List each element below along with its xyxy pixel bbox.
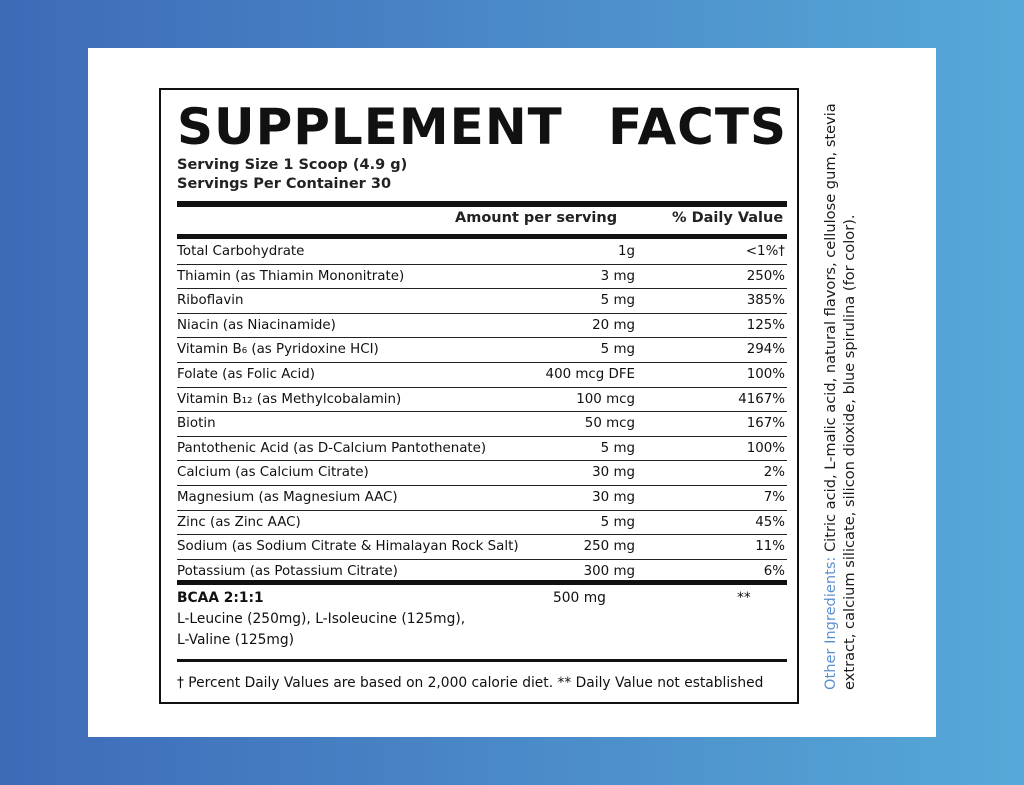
table-row	[177, 240, 787, 265]
title-facts: FACTS	[608, 98, 787, 156]
table-row	[177, 363, 787, 388]
nutrient-name: Calcium (as Calcium Citrate)	[177, 465, 369, 481]
bcaa-detail-line2: L-Valine (125mg)	[177, 632, 295, 648]
table-row	[177, 314, 787, 339]
divider-thick-footnote	[177, 659, 787, 662]
nutrient-amount: 30 mg	[592, 465, 635, 481]
footnote: † Percent Daily Values are based on 2,000 calorie diet. ** Daily Value not established	[177, 675, 764, 691]
bcaa-title: BCAA 2:1:1	[177, 590, 264, 606]
table-row	[177, 388, 787, 413]
nutrient-table	[177, 240, 787, 584]
nutrient-name: Folate (as Folic Acid)	[177, 366, 315, 382]
table-row	[177, 437, 787, 462]
divider-thick-bcaa	[177, 580, 787, 585]
nutrient-name: Total Carbohydrate	[177, 244, 305, 259]
title-supplement: SUPPLEMENT	[177, 98, 563, 156]
table-row	[177, 412, 787, 437]
nutrient-amount: 100 mcg	[576, 391, 635, 407]
nutrient-name: Magnesium (as Magnesium AAC)	[177, 489, 398, 505]
nutrient-name: Riboflavin	[177, 293, 244, 309]
nutrient-name: Vitamin B₆ (as Pyridoxine HCI)	[177, 342, 379, 358]
bcaa-amount: 500 mg	[553, 590, 606, 606]
nutrient-amount: 300 mg	[583, 563, 635, 579]
nutrient-daily-value: 6%	[763, 563, 785, 579]
other-ingredients-text: Citric acid, L-malic acid, natural flavors, cellulose gum, stevia extract, calcium silicate, silicon dioxide, blue spirulina (for color).	[822, 103, 858, 690]
nutrient-daily-value: 100%	[746, 366, 785, 382]
nutrient-amount: 5 mg	[600, 342, 635, 358]
table-row	[177, 486, 787, 511]
nutrient-amount: 20 mg	[592, 317, 635, 333]
nutrient-daily-value: 125%	[746, 317, 785, 333]
nutrient-name: Sodium (as Sodium Citrate & Himalayan Rock Salt)	[177, 539, 519, 555]
table-row	[177, 289, 787, 314]
nutrient-name: Thiamin (as Thiamin Mononitrate)	[177, 268, 405, 284]
nutrient-name: Biotin	[177, 416, 216, 432]
nutrient-daily-value: 100%	[746, 440, 785, 456]
bcaa-daily-value: **	[737, 590, 751, 606]
table-row	[177, 535, 787, 560]
nutrient-amount: 250 mg	[583, 539, 635, 555]
nutrient-name: Vitamin B₁₂ (as Methylcobalamin)	[177, 391, 402, 407]
nutrient-name: Niacin (as Niacinamide)	[177, 317, 336, 333]
servings-per-container: Servings Per Container 30	[177, 176, 392, 192]
nutrient-daily-value: 250%	[746, 268, 785, 284]
table-row	[177, 265, 787, 290]
bcaa-block	[177, 588, 787, 654]
nutrient-daily-value: 11%	[755, 539, 785, 555]
nutrient-daily-value: 2%	[763, 465, 785, 481]
nutrient-name: Potassium (as Potassium Citrate)	[177, 563, 398, 579]
divider-thick-top	[177, 201, 787, 207]
divider-thick-header	[177, 234, 787, 239]
daily-value-header: % Daily Value	[672, 210, 784, 226]
supplement-facts-panel	[159, 88, 799, 704]
nutrient-amount: 3 mg	[600, 268, 635, 284]
nutrient-daily-value: 385%	[746, 293, 785, 309]
nutrient-amount: 5 mg	[600, 293, 635, 309]
nutrient-daily-value: <1%†	[745, 244, 785, 259]
nutrient-name: Pantothenic Acid (as D-Calcium Pantothenate)	[177, 440, 487, 456]
nutrient-daily-value: 294%	[746, 342, 785, 358]
nutrient-amount: 50 mcg	[584, 416, 635, 432]
nutrient-amount: 1g	[617, 244, 635, 259]
serving-size: Serving Size 1 Scoop (4.9 g)	[177, 157, 408, 173]
table-row	[177, 511, 787, 536]
panel-title	[177, 96, 787, 158]
nutrient-amount: 30 mg	[592, 489, 635, 505]
nutrient-name: Zinc (as Zinc AAC)	[177, 514, 301, 530]
serving-info	[177, 156, 407, 194]
other-ingredients-label: Other Ingredients:	[822, 556, 839, 690]
nutrient-amount: 5 mg	[600, 440, 635, 456]
nutrient-daily-value: 45%	[755, 514, 785, 530]
other-ingredients	[821, 70, 867, 690]
table-row	[177, 338, 787, 363]
table-row	[177, 461, 787, 486]
bcaa-detail-line1: L-Leucine (250mg), L-Isoleucine (125mg),	[177, 611, 466, 627]
nutrient-daily-value: 4167%	[738, 391, 785, 407]
amount-per-serving-header: Amount per serving	[455, 210, 618, 226]
nutrient-amount: 5 mg	[600, 514, 635, 530]
nutrient-daily-value: 7%	[763, 489, 785, 505]
nutrient-daily-value: 167%	[746, 416, 785, 432]
nutrient-amount: 400 mcg DFE	[545, 366, 635, 382]
